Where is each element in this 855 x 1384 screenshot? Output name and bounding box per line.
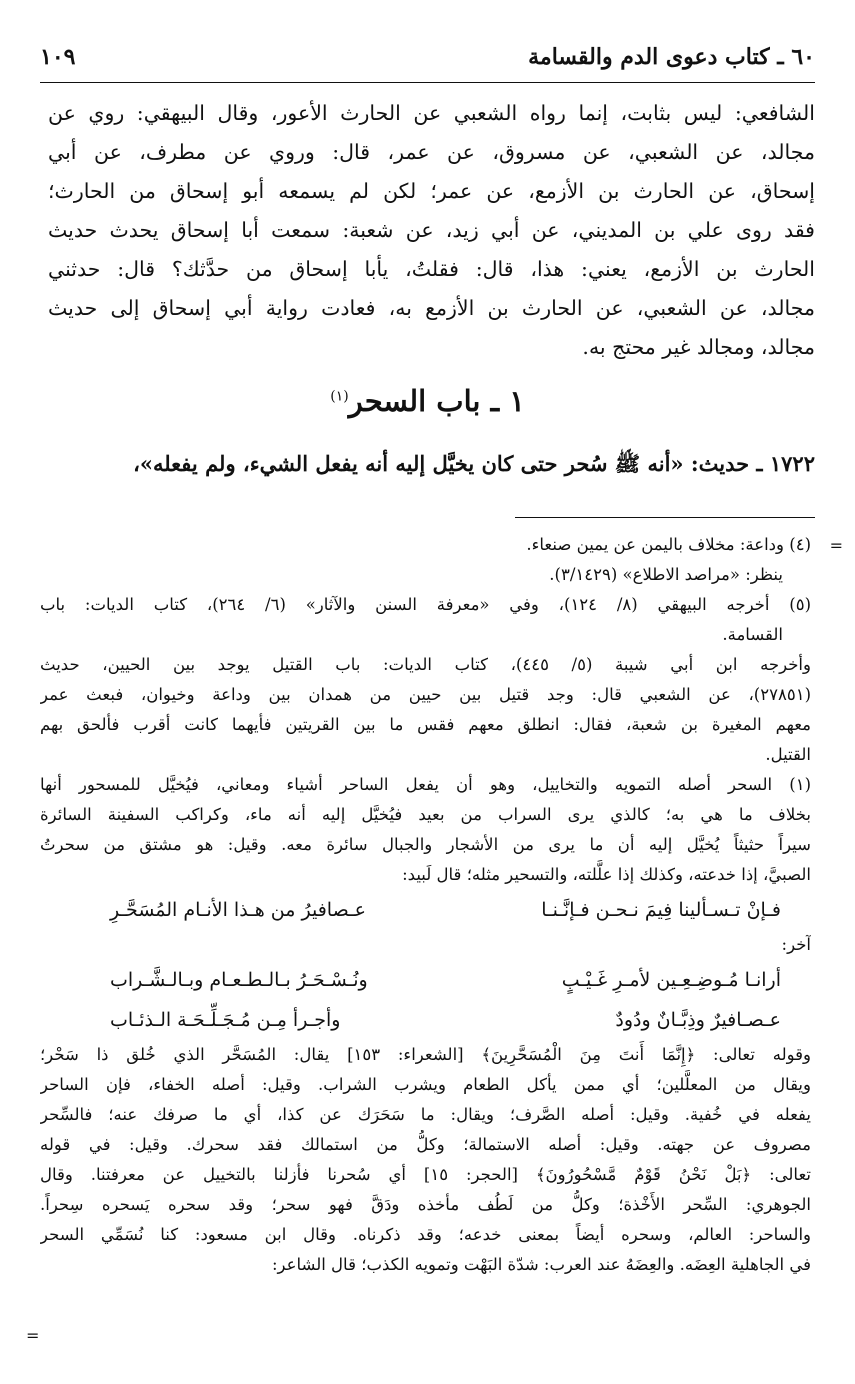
- footnote-line: يفعله في خُفية. وقيل: أصله الصَّرف؛ ويقال: ما سَحَرَك عن كذا، أي ما صرفك عنه؛ فالسِّحر: [40, 1105, 811, 1124]
- poem-verse: [40, 890, 811, 930]
- poem-hemistich-right: عـصـافيرٌ وذِبَّـانٌ ودُودٌ: [615, 1009, 781, 1031]
- footnote-line: آخر:: [781, 935, 811, 954]
- main-text-line: إسحاق، عن الحارث بن الأزمع، عن عمر؛ لكن لم يسمعه أبو إسحاق من الحارث؛: [48, 179, 815, 203]
- footnote-line: الصبيَّ، إذا خدعته، وكذلك إذا علَّلته، والتسحير مثله؛ قال لَبيد:: [402, 865, 811, 884]
- poem-hemistich-right: أرانـا مُـوضِـعِـين لأمـرِ غَـيْـبٍ: [561, 969, 781, 991]
- main-text-line: مجالد، عن الشعبي، عن مسروق، عن عمر، قال: وروي عن مطرف، عن أبي: [48, 140, 815, 164]
- footnotes: [40, 530, 811, 1280]
- main-text-line: مجالد، عن الشعبي، عن الحارث بن الأزمع به، فعادت رواية أبي إسحاق إلى حديث: [48, 296, 815, 320]
- chapter-running-title: ٦٠ ـ كتاب دعوى الدم والقسامة: [528, 44, 815, 70]
- footnote-line: القتيل.: [765, 745, 811, 764]
- footnote-line: بخلاف ما هي به؛ كالذي يرى السراب من بعيد فيُخيَّل إليه أنه ماء، وكراكب السفينة السائرة: [40, 805, 811, 824]
- footnote-line: معهم المغيرة بن شعبة، فقال: انطلق معهم فقس ما بين القريتين فأيهما كانت أقرب فألحق بهم: [40, 715, 811, 734]
- footnote-line: وقوله تعالى: ﴿إِنَّمَا أَنتَ مِنَ الْمُسَحَّرِينَ﴾ [الشعراء: ١٥٣] يقال: المُسَحَّر الذي خُلق ذا سَحْر؛: [40, 1045, 811, 1064]
- footnote-end-mark: =: [26, 1326, 40, 1345]
- footnote-line: مصروف عن جهته. وقيل: أصله الاستمالة؛ وكلُّ من استمالك فقد سحرك. وقيل: في قوله: [40, 1135, 811, 1154]
- main-text-line: الحارث بن الأزمع، يعني: هذا، قال: فقلتُ، يأبا إسحاق من حدَّثك؟ قال: حدثني: [48, 257, 815, 281]
- main-text: [48, 94, 815, 367]
- footnote-line: ينظر: «مراصد الاطلاع» (٣/١٤٢٩).: [549, 565, 783, 584]
- footnote-line: وأخرجه ابن أبي شيبة (٥/ ٤٤٥)، كتاب الديات: باب القتيل يوجد بين الحيين، حديث: [40, 655, 811, 674]
- footnote-line: (٤) وداعة: مخلاف باليمن عن يمين صنعاء.: [526, 535, 811, 554]
- main-text-line: مجالد، ومجالد غير محتج به.: [582, 335, 815, 359]
- footnote-line: (١) السحر أصله التمويه والتخاييل، وهو أن يفعل الساحر أشياء ومعاني، فيُخيَّل للمسحور أنها: [40, 775, 811, 794]
- poem-hemistich-left: ونُـسْـحَـرُ بـالـطـعـام وبـالـشَّـراب: [110, 969, 368, 991]
- footnote-line: والساحر: العالم، وسحره أيضاً بمعنى خدعه؛ وقد ذكرناه. وقال ابن مسعود: كنا نُسَمِّي السحر: [40, 1225, 811, 1244]
- poem-hemistich-left: عـصافيرُ من هـذا الأنـام المُسَحَّـرِ: [110, 899, 366, 921]
- poem-hemistich-right: فـإنْ تـسـألينا فِيمَ نـحـن فـإنَّـنـا: [541, 899, 781, 921]
- chapter-footnote-ref: (١): [330, 388, 349, 405]
- page-number: ١٠٩: [40, 44, 76, 70]
- footnote-line: (٥) أخرجه البيهقي (٨/ ١٢٤)، وفي «معرفة السنن والآثار» (٦/ ٢٦٤)، كتاب الديات: باب: [40, 595, 811, 614]
- footnote-line: سيراً حثيثاً يُخيَّل إليه أن ما يرى من الأشجار والجبال سائرة معه. وقيل: هو مشتق من سحرتُ: [40, 835, 811, 854]
- footnote-line: القسامة.: [722, 625, 783, 644]
- hadith-entry: ١٧٢٢ ـ حديث: «أنه ﷺ سُحر حتى كان يخيَّل إليه أنه يفعل الشيء، ولم يفعله»،: [133, 451, 815, 476]
- poem-hemistich-left: وأجـرأ مِـن مُـجَـلِّـحَـة الـذئـاب: [110, 1009, 341, 1031]
- footnote-line: الجوهري: السِّحر الأَخْذة؛ وكلُّ من لَطُف مأخذه ودَقَّ فهو سحر؛ وقد سحره يَسحره سِحراً.: [40, 1195, 811, 1214]
- chapter-heading: [40, 384, 815, 434]
- main-text-line: فقد روى علي بن المديني، عن أبي زيد، عن شعبة: سمعت أبا إسحاق يحدث حديث: [48, 218, 815, 242]
- poem-verse: [40, 1000, 811, 1040]
- footnote-continuation-mark: =: [829, 536, 843, 555]
- footnote-line: (٢٧٨٥١)، عن الشعبي قال: وجد قتيل بين حيين من همدان بين وداعة وخيوان، فبعث عمر: [40, 685, 811, 704]
- footnote-separator: [515, 517, 815, 518]
- chapter-title: ١ ـ باب السحر: [348, 384, 525, 418]
- main-text-line: الشافعي: ليس بثابت، إنما رواه الشعبي عن الحارث الأعور، وقال البيهقي: روي عن: [48, 101, 815, 125]
- running-header: [40, 40, 815, 83]
- footnote-line: في الجاهلية العِضَه. والعِضَهُ عند العرب: شدّة البَهْت وتمويه الكذب؛ قال الشاعر:: [271, 1255, 811, 1274]
- footnote-line: ويقال من المعلَّلين؛ أي ممن يأكل الطعام ويشرب الشراب. وقيل: أصله الخفاء، فإن الساحر: [40, 1075, 811, 1094]
- footnote-line: تعالى: ﴿بَلْ نَحْنُ قَوْمٌ مَّسْحُورُونَ﴾ [الحجر: ١٥] أي سُحرنا فأزلنا بالتخييل عن معرفتنا. وقال: [40, 1165, 811, 1184]
- poem-verse: [40, 960, 811, 1000]
